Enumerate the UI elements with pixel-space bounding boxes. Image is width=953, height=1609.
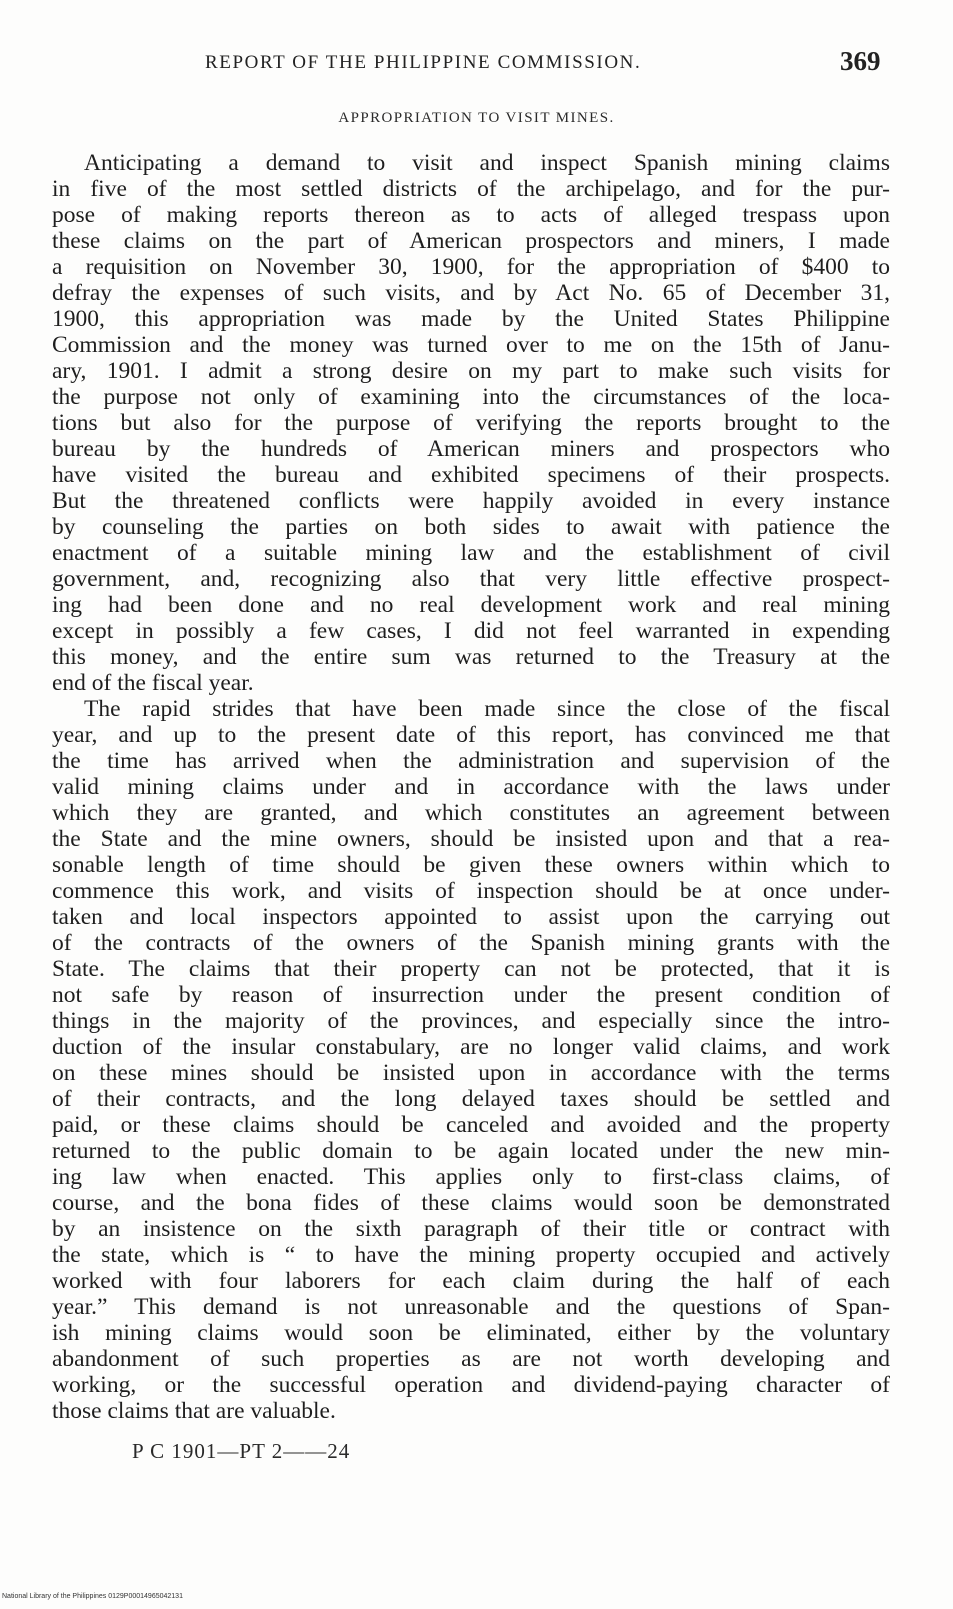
text-line: a requisition on November 30, 1900, for the appropriation of $400 to: [52, 254, 890, 280]
text-line: except in possibly a few cases, I did not feel warranted in expending: [52, 618, 890, 644]
paragraph-2: [52, 696, 890, 1424]
text-line: returned to the public domain to be again located under the new min-: [52, 1138, 890, 1164]
text-line: which they are granted, and which constitutes an agreement between: [52, 800, 890, 826]
text-line: course, and the bona fides of these claims would soon be demonstrated: [52, 1190, 890, 1216]
page-number: 369: [840, 46, 881, 76]
text-line: end of the fiscal year.: [52, 670, 254, 696]
text-line: working, or the successful operation and dividend-paying character of: [52, 1372, 890, 1398]
body-text: [52, 150, 890, 1424]
text-line: ary, 1901. I admit a strong desire on my part to make such visits for: [52, 358, 890, 384]
text-line: pose of making reports thereon as to acts of alleged trespass upon: [52, 202, 890, 228]
text-line: taken and local inspectors appointed to assist upon the carrying out: [52, 904, 890, 930]
text-line: worked with four laborers for each claim during the half of each: [52, 1268, 890, 1294]
text-line: tions but also for the purpose of verifying the reports brought to the: [52, 410, 890, 436]
text-line: State. The claims that their property can not be protected, that it is: [52, 956, 890, 982]
text-line: ing had been done and no real development work and real mining: [52, 592, 890, 618]
scan-footer-note: National Library of the Philippines 0129P00014965042131: [2, 1593, 183, 1600]
text-line: the time has arrived when the administration and supervision of the: [52, 748, 890, 774]
text-line: of the contracts of the owners of the Spanish mining grants with the: [52, 930, 890, 956]
text-line: commence this work, and visits of inspection should be at once under-: [52, 878, 890, 904]
text-line: these claims on the part of American prospectors and miners, I made: [52, 228, 890, 254]
text-line: by counseling the parties on both sides to await with patience the: [52, 514, 890, 540]
text-line: this money, and the entire sum was returned to the Treasury at the: [52, 644, 890, 670]
text-line: those claims that are valuable.: [52, 1398, 336, 1424]
text-line: the state, which is “ to have the mining property occupied and actively: [52, 1242, 890, 1268]
text-line: ing law when enacted. This applies only to first-class claims, of: [52, 1164, 890, 1190]
text-line: things in the majority of the provinces, and especially since the intro-: [52, 1008, 890, 1034]
text-line: not safe by reason of insurrection under the present condition of: [52, 982, 890, 1008]
text-line: defray the expenses of such visits, and by Act No. 65 of December 31,: [52, 280, 890, 306]
text-line: sonable length of time should be given these owners within which to: [52, 852, 890, 878]
text-line: year, and up to the present date of this report, has convinced me that: [52, 722, 890, 748]
text-line: enactment of a suitable mining law and the establishment of civil: [52, 540, 890, 566]
text-line: the State and the mine owners, should be insisted upon and that a rea-: [52, 826, 890, 852]
text-line: abandonment of such properties as are not worth developing and: [52, 1346, 890, 1372]
section-heading: APPROPRIATION TO VISIT MINES.: [338, 110, 615, 126]
text-line: valid mining claims under and in accordance with the laws under: [52, 774, 890, 800]
text-line: government, and, recognizing also that very little effective prospect-: [52, 566, 890, 592]
running-header-title: REPORT OF THE PHILIPPINE COMMISSION.: [205, 52, 642, 73]
paragraph-1: [52, 150, 890, 696]
text-line: paid, or these claims should be canceled and avoided and the property: [52, 1112, 890, 1138]
text-line: But the threatened conflicts were happily avoided in every instance: [52, 488, 890, 514]
text-line: 1900, this appropriation was made by the United States Philippine: [52, 306, 890, 332]
text-line: the purpose not only of examining into the circumstances of the loca-: [52, 384, 890, 410]
text-line: ish mining claims would soon be eliminated, either by the voluntary: [52, 1320, 890, 1346]
text-line: by an insistence on the sixth paragraph of their title or contract with: [52, 1216, 890, 1242]
signature-line: P C 1901—PT 2——24: [132, 1439, 351, 1463]
text-line: Anticipating a demand to visit and inspect Spanish mining claims: [84, 150, 890, 176]
text-line: have visited the bureau and exhibited specimens of their prospects.: [52, 462, 890, 488]
text-line: in five of the most settled districts of the archipelago, and for the pur-: [52, 176, 890, 202]
text-line: duction of the insular constabulary, are no longer valid claims, and work: [52, 1034, 890, 1060]
text-line: on these mines should be insisted upon in accordance with the terms: [52, 1060, 890, 1086]
text-line: of their contracts, and the long delayed taxes should be settled and: [52, 1086, 890, 1112]
text-line: The rapid strides that have been made since the close of the fiscal: [84, 696, 890, 722]
text-line: bureau by the hundreds of American miners and prospectors who: [52, 436, 890, 462]
text-line: Commission and the money was turned over to me on the 15th of Janu-: [52, 332, 890, 358]
text-line: year.” This demand is not unreasonable and the questions of Span-: [52, 1294, 890, 1320]
